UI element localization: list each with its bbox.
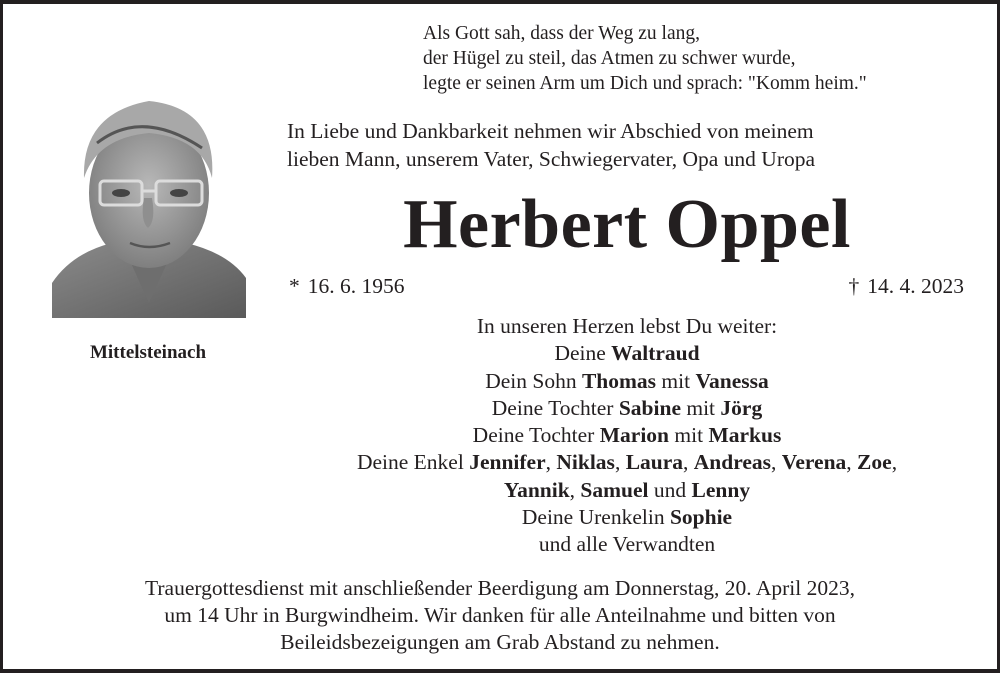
portrait-photo xyxy=(52,93,246,318)
intro-line: lieben Mann, unserem Vater, Schwiegervater, Opa und Uropa xyxy=(287,147,816,171)
family-relation-text: mit xyxy=(669,423,709,448)
family-member-name: Niklas xyxy=(556,450,615,475)
place-of-residence: Mittelsteinach xyxy=(89,342,207,363)
obituary-notice xyxy=(3,4,997,669)
poem-line: legte er seinen Arm um Dich und sprach: "Komm heim." xyxy=(423,73,867,94)
star-icon: * xyxy=(289,274,300,298)
family-relation-text: , xyxy=(683,450,694,475)
family-member-line xyxy=(287,504,967,531)
family-member-name: Waltraud xyxy=(611,341,700,366)
family-member-line xyxy=(287,477,967,504)
birth-date xyxy=(289,274,405,299)
family-relation-text: Deine Tochter xyxy=(472,423,600,448)
family-member-line xyxy=(287,395,967,422)
family-heading: In unseren Herzen lebst Du weiter: xyxy=(476,314,778,338)
service-line: um 14 Uhr in Burgwindheim. Wir danken für alle Anteilnahme und bitten von xyxy=(164,603,836,627)
service-line: Beileidsbezeigungen am Grab Abstand zu nehmen. xyxy=(280,630,720,654)
deceased-name: Herbert Oppel xyxy=(403,186,851,263)
poem-line: der Hügel zu steil, das Atmen zu schwer wurde, xyxy=(423,48,796,69)
family-relation-text: Dein Sohn xyxy=(485,368,582,393)
family-member-line xyxy=(287,340,967,367)
death-date-value: 14. 4. 2023 xyxy=(867,274,964,298)
family-relation-text: , xyxy=(545,450,557,475)
family-member-name: Sophie xyxy=(669,505,733,530)
death-date xyxy=(849,274,965,299)
family-member-name: Yannik xyxy=(503,477,570,502)
family-member-name: Jörg xyxy=(720,395,763,420)
birth-date-value: 16. 6. 1956 xyxy=(307,274,405,298)
family-relation-text: Deine Tochter xyxy=(491,395,619,420)
family-members xyxy=(287,340,967,558)
family-member-name: Samuel xyxy=(580,477,649,502)
family-relation-text: Deine Urenkelin xyxy=(521,505,670,530)
family-member-line xyxy=(287,422,967,449)
family-member-name: Sabine xyxy=(618,395,681,420)
family-relation-text: , xyxy=(614,450,626,475)
cross-icon: † xyxy=(848,274,860,298)
family-relation-text: und xyxy=(648,477,692,502)
intro-text xyxy=(287,117,987,173)
family-relation-text: Deine xyxy=(554,341,612,366)
family-member-name: Vanessa xyxy=(695,368,769,393)
family-member-line xyxy=(287,449,967,476)
family-member-name: Andreas xyxy=(693,450,772,475)
family-member-name: Lenny xyxy=(691,477,751,502)
family-member-name: Verena xyxy=(781,450,847,475)
family-member-line xyxy=(287,531,967,558)
family-relation-text: , xyxy=(569,477,581,502)
family-member-line xyxy=(287,368,967,395)
family-member-name: Thomas xyxy=(581,368,657,393)
service-info xyxy=(33,575,967,656)
family-relation-text: mit xyxy=(656,368,696,393)
family-member-name: Marion xyxy=(599,423,670,448)
family-relation-text: , xyxy=(846,450,858,475)
family-list xyxy=(287,313,967,559)
family-relation-text: mit xyxy=(680,395,721,420)
poem-line: Als Gott sah, dass der Weg zu lang, xyxy=(423,23,700,44)
family-relation-text: , xyxy=(891,450,898,475)
family-member-name: Jennifer xyxy=(469,450,546,475)
family-relation-text: und alle Verwandten xyxy=(538,532,716,557)
family-member-name: Zoe xyxy=(857,450,892,475)
family-member-name: Markus xyxy=(708,423,782,448)
intro-line: In Liebe und Dankbarkeit nehmen wir Abschied von meinem xyxy=(287,119,814,143)
poem-verse xyxy=(423,21,983,96)
family-member-name: Laura xyxy=(625,450,684,475)
portrait-icon xyxy=(52,93,246,318)
family-relation-text: , xyxy=(771,450,782,475)
service-line: Trauergottesdienst mit anschließender Beerdigung am Donnerstag, 20. April 2023, xyxy=(145,576,855,600)
family-relation-text: Deine Enkel xyxy=(356,450,470,475)
